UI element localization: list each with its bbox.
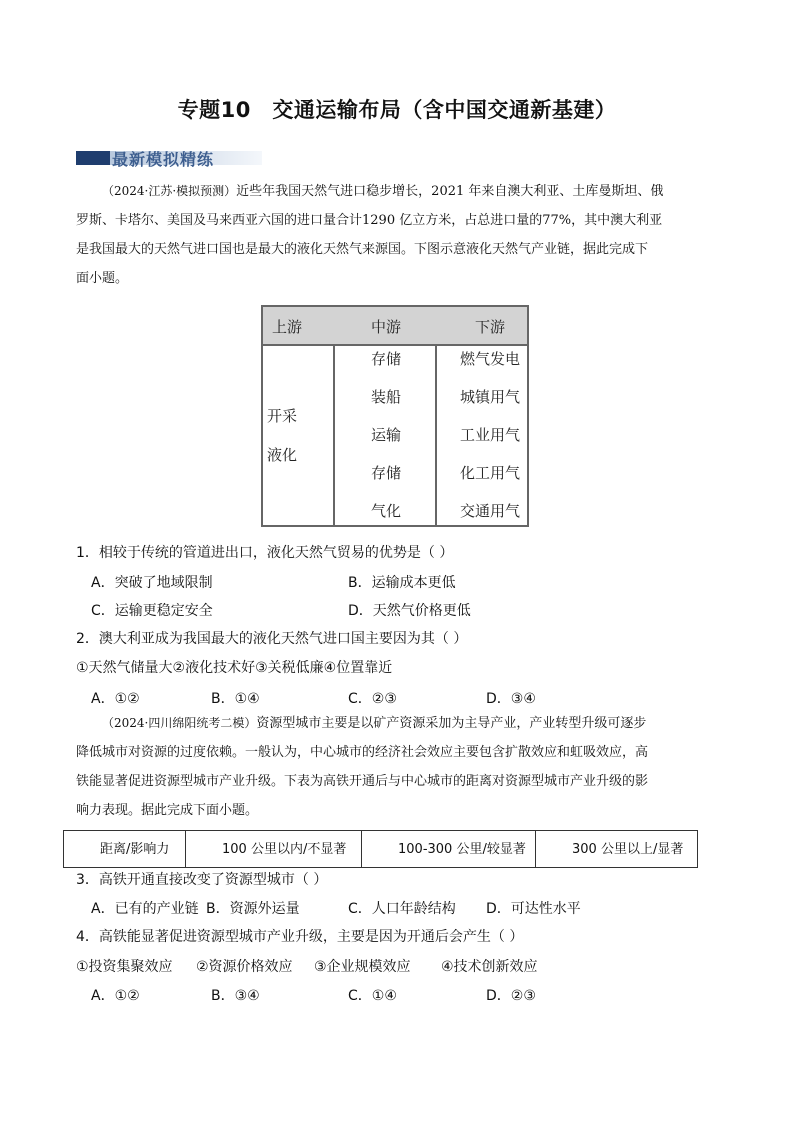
q4-option-b: B．③④ bbox=[211, 988, 260, 1004]
q3-option-a: A．已有的产业链 bbox=[91, 901, 199, 917]
passage-2-line-3: 铁能显著促进资源型城市产业升级。下表为高铁开通后与中心城市的距离对资源型城市产业升级的影 bbox=[76, 774, 649, 789]
distance-cell: 100 公里以内/不显著 bbox=[186, 831, 362, 867]
q4-option-a: A．①② bbox=[91, 988, 140, 1004]
passage-1-line-3: 是我国最大的天然气进口国也是最大的液化天然气来源国。下图示意液化天然气产业链，据此完成下 bbox=[76, 242, 649, 257]
downstream-item: 工业用气 bbox=[460, 426, 521, 444]
passage-2-line-4: 响力表现。据此完成下面小题。 bbox=[76, 803, 259, 818]
midstream-item: 气化 bbox=[371, 502, 402, 520]
midstream-item: 运输 bbox=[371, 426, 402, 444]
chain-divider-2 bbox=[435, 346, 437, 527]
question-2-stem: 2．澳大利亚成为我国最大的液化天然气进口国主要因为其（ ） bbox=[76, 631, 468, 647]
q4-item-1: ①投资集聚效应 bbox=[76, 959, 173, 975]
passage-1-source: （2024·江苏·模拟预测） bbox=[102, 184, 237, 198]
passage-2-line-1: （2024·四川绵阳统考二模）资源型城市主要是以矿产资源采加为主导产业，产业转型升级可逐步 bbox=[102, 716, 647, 731]
page-title: 专题10 交通运输布局（含中国交通新基建） bbox=[177, 98, 617, 122]
passage-2-line-2: 降低城市对资源的过度依赖。一般认为，中心城市的经济社会效应主要包含扩散效应和虹吸效应，高 bbox=[76, 745, 649, 760]
question-4-stem: 4．高铁能显著促进资源型城市产业升级，主要是因为开通后会产生（ ） bbox=[76, 929, 524, 945]
midstream-item: 装船 bbox=[371, 388, 402, 406]
chain-header-midstream: 中游 bbox=[371, 318, 402, 336]
lng-chain-table bbox=[261, 305, 529, 527]
q3-option-c: C．人口年龄结构 bbox=[348, 901, 456, 917]
downstream-item: 交通用气 bbox=[460, 502, 521, 520]
banner-label: 最新模拟精练 bbox=[112, 150, 215, 169]
chain-divider-1 bbox=[333, 346, 335, 527]
q2-option-a: A．①② bbox=[91, 691, 140, 707]
chain-header bbox=[263, 307, 527, 346]
section-banner bbox=[76, 148, 262, 170]
passage-1 bbox=[76, 177, 720, 293]
q4-option-d: D．②③ bbox=[486, 988, 536, 1004]
question-3-stem: 3．高铁开通直接改变了资源型城市（ ） bbox=[76, 872, 328, 888]
distance-table bbox=[63, 830, 698, 868]
banner-bar bbox=[76, 151, 110, 165]
q4-item-4: ④技术创新效应 bbox=[441, 959, 538, 975]
midstream-item: 存储 bbox=[371, 464, 402, 482]
midstream-item: 存储 bbox=[371, 350, 402, 368]
chain-header-upstream: 上游 bbox=[272, 318, 303, 336]
passage-1-line-1: （2024·江苏·模拟预测）近些年我国天然气进口稳步增长，2021 年来自澳大利亚、土库曼斯坦、俄 bbox=[102, 184, 664, 199]
q4-item-2: ②资源价格效应 bbox=[196, 959, 293, 975]
passage-1-line-4: 面小题。 bbox=[76, 271, 129, 286]
passage-1-line-2: 罗斯、卡塔尔、美国及马来西亚六国的进口量合计1290 亿立方米，占总进口量的77%，其中澳大利亚 bbox=[76, 213, 663, 228]
downstream-item: 化工用气 bbox=[460, 464, 521, 482]
passage-2-source: （2024·四川绵阳统考二模） bbox=[102, 716, 257, 730]
q1-option-c: C．运输更稳定安全 bbox=[91, 603, 213, 619]
chain-header-downstream: 下游 bbox=[475, 318, 506, 336]
downstream-item: 燃气发电 bbox=[460, 350, 521, 368]
q1-option-b: B．运输成本更低 bbox=[348, 575, 456, 591]
upstream-item: 开采 bbox=[267, 407, 298, 425]
q4-option-c: C．①④ bbox=[348, 988, 397, 1004]
downstream-item: 城镇用气 bbox=[460, 388, 521, 406]
q1-option-d: D．天然气价格更低 bbox=[348, 603, 471, 619]
distance-cell: 100-300 公里/较显著 bbox=[362, 831, 536, 867]
distance-cell: 300 公里以上/显著 bbox=[572, 842, 684, 857]
q2-option-c: C．②③ bbox=[348, 691, 397, 707]
question-2-items: ①天然气储量大②液化技术好③关税低廉④位置靠近 bbox=[76, 660, 393, 676]
q2-option-d: D．③④ bbox=[486, 691, 536, 707]
q1-option-a: A．突破了地域限制 bbox=[91, 575, 213, 591]
q4-item-3: ③企业规模效应 bbox=[314, 959, 411, 975]
passage-2 bbox=[76, 709, 720, 825]
distance-cell: 距离/影响力 bbox=[64, 831, 186, 867]
upstream-item: 液化 bbox=[267, 446, 298, 464]
q3-option-b: B．资源外运量 bbox=[206, 901, 300, 917]
q2-option-b: B．①④ bbox=[211, 691, 260, 707]
q3-option-d: D．可达性水平 bbox=[486, 901, 581, 917]
question-1-stem: 1．相较于传统的管道进出口，液化天然气贸易的优势是（ ） bbox=[76, 545, 454, 561]
